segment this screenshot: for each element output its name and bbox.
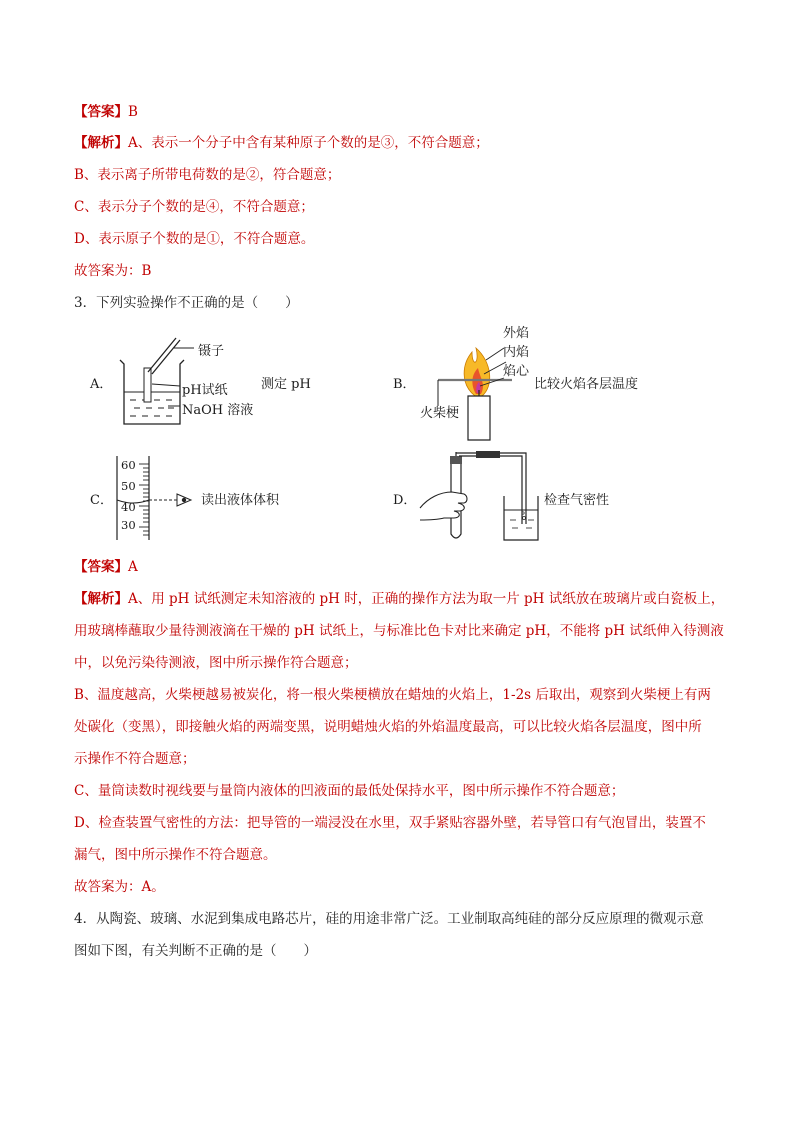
- option-d-letter: D．: [393, 493, 417, 508]
- option-a-letter: A．: [90, 377, 113, 392]
- graduated-cylinder-illustration: [115, 456, 200, 540]
- analysis-text: A、用 pH 试纸测定未知溶液的 pH 时，正确的操作方法为取一片 pH 试纸放在玻璃片或白瓷板上，: [128, 591, 725, 607]
- prev-analysis-line-2: C、表示分子个数的是④，不符合题意；: [74, 199, 314, 215]
- q3-analysis-line-5: 示操作不符合题意；: [74, 751, 196, 767]
- answer-value: B: [128, 104, 138, 120]
- ph-paper-label: pH试纸: [182, 383, 228, 398]
- analysis-text: A、表示一个分子中含有某种原子个数的是③，不符合题意；: [128, 135, 489, 151]
- matchstick-label: 火柴梗: [420, 406, 460, 421]
- q3-analysis-line-6: C、量筒读数时视线要与量筒内液体的凹液面的最低处保持水平，图中所示操作不符合题意；: [74, 783, 625, 799]
- option-a-caption: 测定 pH: [261, 377, 311, 392]
- q4-stem-line-1: 图如下图，有关判断不正确的是（ ）: [74, 943, 317, 959]
- option-d-caption: 检查气密性: [544, 493, 610, 508]
- tick-60: 60: [121, 458, 136, 472]
- prev-analysis-line-3: D、表示原子个数的是①，不符合题意。: [74, 231, 315, 247]
- answer-tag: 【答案】: [74, 559, 128, 575]
- q3-analysis-line-4: 处碳化（变黑），即接触火焰的两端变黑，说明蜡烛火焰的外焰温度最高，可以比较火焰各层温度，图中所: [74, 719, 702, 735]
- flame-core-label: 焰心: [503, 364, 530, 379]
- tick-50: 50: [121, 479, 136, 493]
- outer-flame-label: 外焰: [503, 326, 530, 341]
- tick-40: 40: [121, 500, 136, 514]
- q3-final-answer: 故答案为：A。: [74, 879, 165, 895]
- q3-stem: 3．下列实验操作不正确的是（ ）: [74, 295, 299, 311]
- prev-analysis-line-1: B、表示离子所带电荷数的是②，符合题意；: [74, 167, 341, 183]
- prev-answer: [74, 102, 138, 122]
- analysis-tag: 【解析】: [74, 591, 128, 607]
- q3-analysis-line-1: 用玻璃棒蘸取少量待测液滴在干燥的 pH 试纸上，与标准比色卡对比来确定 pH，不能将 pH 试纸伸入待测液: [74, 623, 724, 639]
- naoh-solution-label: NaOH 溶液: [182, 403, 254, 418]
- q4-stem-line-0: 4．从陶瓷、玻璃、水泥到集成电路芯片，硅的用途非常广泛。工业制取高纯硅的部分反应原理的微观示意: [74, 911, 704, 927]
- prev-analysis-line-0: [74, 133, 489, 153]
- airtightness-check-illustration: [418, 450, 548, 545]
- q3-answer: [74, 557, 138, 577]
- answer-tag: 【答案】: [74, 104, 128, 120]
- q3-analysis-line-3: B、温度越高，火柴梗越易被炭化，将一根火柴梗横放在蜡烛的火焰上，1-2s 后取出，观察到火柴梗上有两: [74, 687, 711, 703]
- q3-analysis-line-0: [74, 589, 724, 609]
- option-c-caption: 读出液体体积: [201, 493, 280, 508]
- tick-30: 30: [121, 518, 136, 532]
- answer-value: A: [128, 559, 138, 575]
- q3-analysis-line-8: 漏气，图中所示操作不符合题意。: [74, 847, 277, 863]
- option-b-letter: B．: [393, 377, 416, 392]
- prev-final-answer: 故答案为：B: [74, 263, 152, 279]
- option-b-caption: 比较火焰各层温度: [534, 377, 639, 392]
- inner-flame-label: 内焰: [503, 345, 530, 360]
- q3-analysis-line-2: 中，以免污染待测液，图中所示操作符合题意；: [74, 655, 358, 671]
- q3-analysis-line-7: D、检查装置气密性的方法：把导管的一端浸没在水里，双手紧贴容器外壁，若导管口有气泡冒出，装置不: [74, 815, 706, 831]
- analysis-tag: 【解析】: [74, 135, 128, 151]
- tweezers-label: 镊子: [198, 344, 225, 359]
- option-c-letter: C．: [90, 493, 113, 508]
